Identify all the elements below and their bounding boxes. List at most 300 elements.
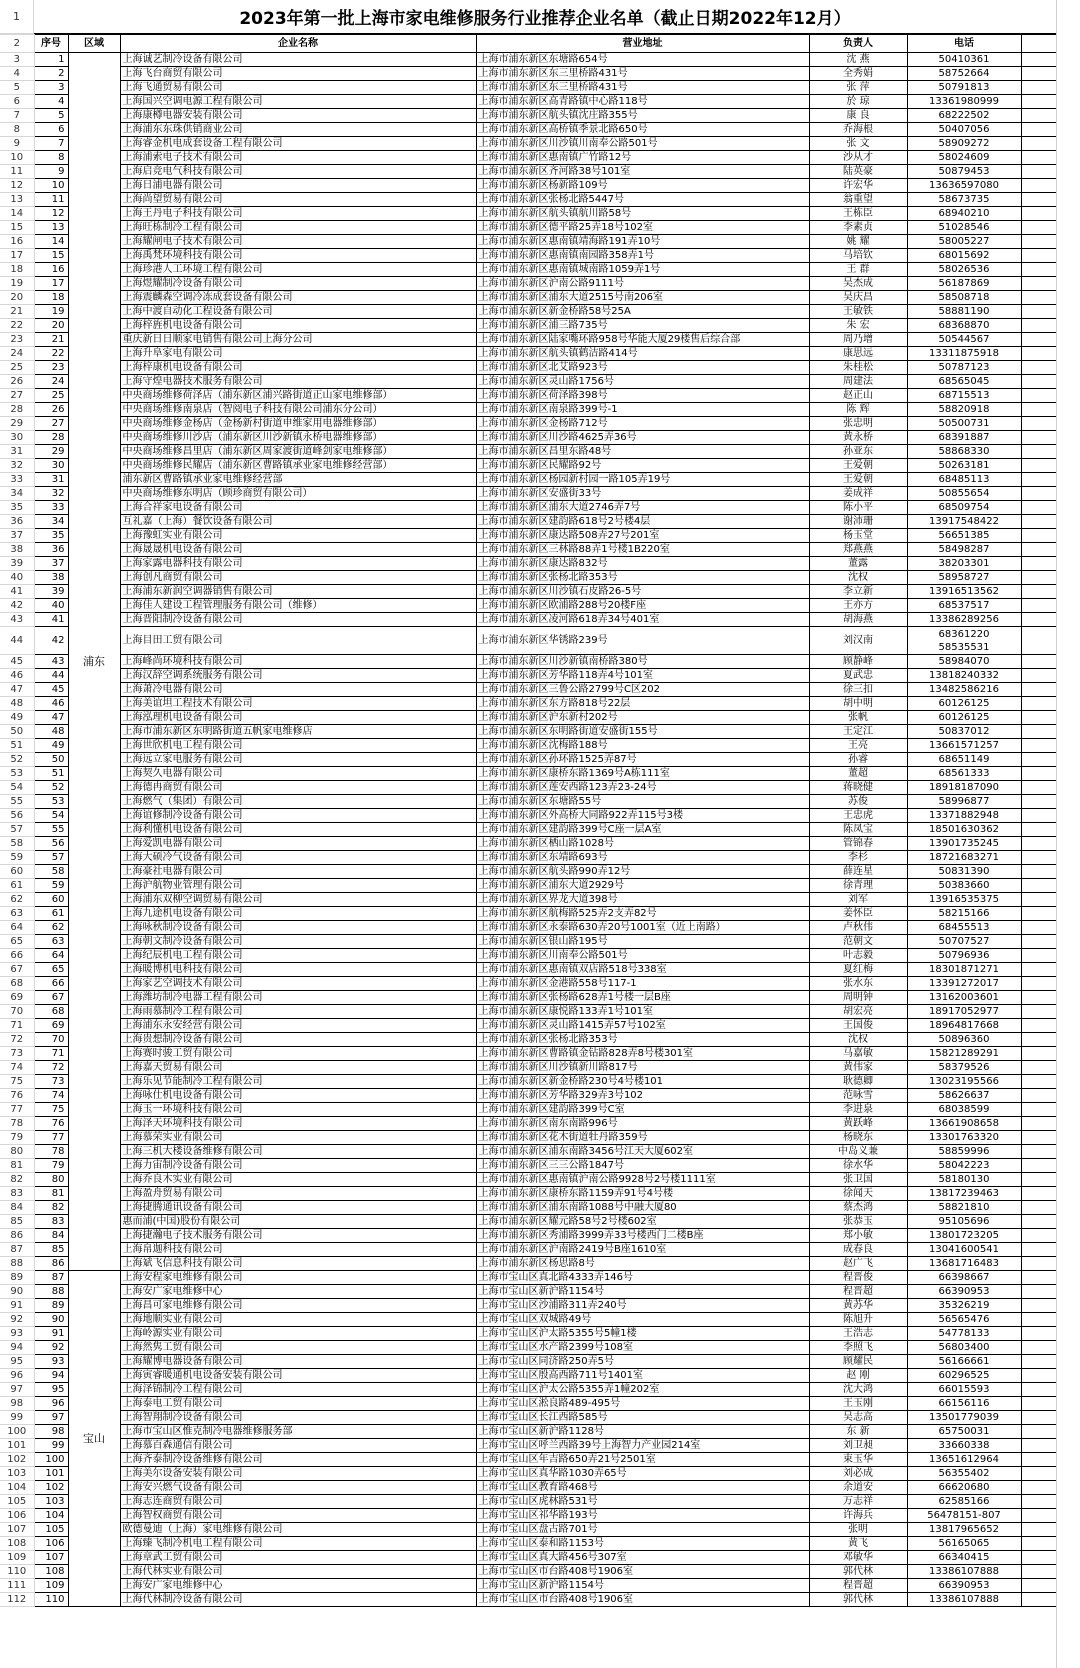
row-number[interactable]: 60 <box>0 865 34 879</box>
address-cell[interactable]: 上海市浦东新区康桥东路1159弄91号4号楼 <box>476 1187 809 1201</box>
address-cell[interactable]: 上海市浦东新区建韵路618号2号楼4层 <box>476 515 809 529</box>
phone-cell[interactable]: 50544567 <box>907 333 1021 347</box>
company-cell[interactable]: 上海飞通贸易有限公司 <box>120 81 476 95</box>
person-cell[interactable]: 范咏雪 <box>809 1089 907 1103</box>
seq-cell[interactable]: 45 <box>34 683 68 697</box>
person-cell[interactable]: 陈旭升 <box>809 1313 907 1327</box>
seq-cell[interactable]: 21 <box>34 333 68 347</box>
phone-cell[interactable]: 65750031 <box>907 1425 1021 1439</box>
company-cell[interactable]: 上海代林实业有限公司 <box>120 1565 476 1579</box>
seq-cell[interactable]: 33 <box>34 501 68 515</box>
phone-cell[interactable]: 56166661 <box>907 1355 1021 1369</box>
empty-cell[interactable] <box>1021 1551 1056 1565</box>
empty-cell[interactable] <box>1021 1187 1056 1201</box>
phone-cell[interactable]: 13391272017 <box>907 977 1021 991</box>
empty-cell[interactable] <box>1021 487 1056 501</box>
seq-cell[interactable]: 16 <box>34 263 68 277</box>
person-cell[interactable]: 沈 燕 <box>809 53 907 67</box>
empty-cell[interactable] <box>1021 655 1056 669</box>
person-cell[interactable]: 姜怀臣 <box>809 907 907 921</box>
address-cell[interactable]: 上海市浦东新区航梅路525弄2支弄82号 <box>476 907 809 921</box>
company-cell[interactable]: 上海家露电器科技有限公司 <box>120 557 476 571</box>
company-cell[interactable]: 重庆新日日顺家电销售有限公司上海分公司 <box>120 333 476 347</box>
address-cell[interactable]: 上海市浦东新区张杨北路5447号 <box>476 193 809 207</box>
row-number[interactable]: 89 <box>0 1271 34 1285</box>
person-cell[interactable]: 余道安 <box>809 1481 907 1495</box>
empty-cell[interactable] <box>1021 417 1056 431</box>
phone-cell[interactable]: 58024609 <box>907 151 1021 165</box>
person-cell[interactable]: 徐三扣 <box>809 683 907 697</box>
person-cell[interactable]: 成春良 <box>809 1243 907 1257</box>
address-cell[interactable]: 上海市浦东新区浦东南路3456号江天大厦602室 <box>476 1145 809 1159</box>
phone-cell[interactable]: 56803400 <box>907 1341 1021 1355</box>
address-cell[interactable]: 上海市浦东新区惠南镇靖海路191弄10号 <box>476 235 809 249</box>
address-cell[interactable]: 上海市宝山区市台路408号1906室 <box>476 1593 809 1607</box>
seq-cell[interactable]: 85 <box>34 1243 68 1257</box>
company-cell[interactable]: 上海志连商贸有限公司 <box>120 1495 476 1509</box>
company-cell[interactable]: 上海耀闸电子技术有限公司 <box>120 235 476 249</box>
company-cell[interactable]: 上海珍港人工环境工程有限公司 <box>120 263 476 277</box>
person-cell[interactable]: 王亮 <box>809 739 907 753</box>
company-cell[interactable]: 上海国兴空调电源工程有限公司 <box>120 95 476 109</box>
seq-cell[interactable]: 105 <box>34 1523 68 1537</box>
empty-cell[interactable] <box>1021 431 1056 445</box>
address-cell[interactable]: 上海市宝山区水产路2399号108室 <box>476 1341 809 1355</box>
empty-cell[interactable] <box>1021 35 1056 53</box>
seq-cell[interactable]: 63 <box>34 935 68 949</box>
row-number[interactable]: 3 <box>0 53 34 67</box>
seq-cell[interactable]: 78 <box>34 1145 68 1159</box>
row-number[interactable]: 61 <box>0 879 34 893</box>
person-cell[interactable]: 孙亚东 <box>809 445 907 459</box>
seq-cell[interactable]: 83 <box>34 1215 68 1229</box>
person-cell[interactable]: 胡中明 <box>809 697 907 711</box>
row-number[interactable]: 69 <box>0 991 34 1005</box>
company-cell[interactable]: 欧德曼迪（上海）家电维修有限公司 <box>120 1523 476 1537</box>
empty-cell[interactable] <box>1021 123 1056 137</box>
empty-cell[interactable] <box>1021 347 1056 361</box>
address-cell[interactable]: 上海市浦东新区沪南路2419号B座1610室 <box>476 1243 809 1257</box>
seq-cell[interactable]: 24 <box>34 375 68 389</box>
company-cell[interactable]: 上海远立家电服务有限公司 <box>120 753 476 767</box>
row-number[interactable]: 29 <box>0 417 34 431</box>
company-cell[interactable]: 上海沪航物业管理有限公司 <box>120 879 476 893</box>
phone-cell[interactable]: 50855654 <box>907 487 1021 501</box>
row-number[interactable]: 36 <box>0 515 34 529</box>
company-cell[interactable]: 上海泽锦制冷工程有限公司 <box>120 1383 476 1397</box>
empty-cell[interactable] <box>1021 193 1056 207</box>
empty-cell[interactable] <box>1021 893 1056 907</box>
row-number[interactable]: 100 <box>0 1425 34 1439</box>
phone-cell[interactable]: 68361220 58535531 <box>907 627 1021 655</box>
phone-cell[interactable]: 35326219 <box>907 1299 1021 1313</box>
phone-cell[interactable]: 18721683271 <box>907 851 1021 865</box>
empty-cell[interactable] <box>1021 221 1056 235</box>
company-cell[interactable]: 上海美谊坦工程技术有限公司 <box>120 697 476 711</box>
row-number[interactable]: 8 <box>0 123 34 137</box>
company-cell[interactable]: 上海寅睿暖通机电设备安装有限公司 <box>120 1369 476 1383</box>
seq-cell[interactable]: 58 <box>34 865 68 879</box>
empty-cell[interactable] <box>1021 1103 1056 1117</box>
company-cell[interactable]: 上海乔良木实业有限公司 <box>120 1173 476 1187</box>
phone-cell[interactable]: 13917548422 <box>907 515 1021 529</box>
address-cell[interactable]: 上海市浦东新区东明路街道安盛街155号 <box>476 725 809 739</box>
phone-cell[interactable]: 58859996 <box>907 1145 1021 1159</box>
address-cell[interactable]: 上海市浦东新区华锈路239号 <box>476 627 809 655</box>
company-cell[interactable]: 上海升阜家电有限公司 <box>120 347 476 361</box>
address-cell[interactable]: 上海市宝山区泰和路1153号 <box>476 1537 809 1551</box>
empty-cell[interactable] <box>1021 1173 1056 1187</box>
row-number[interactable]: 48 <box>0 697 34 711</box>
address-cell[interactable]: 上海市浦东新区东塘路55号 <box>476 795 809 809</box>
address-cell[interactable]: 上海市浦东新区康达路508弄27号201室 <box>476 529 809 543</box>
address-cell[interactable]: 上海市宝山区沪太路5355号5幢1楼 <box>476 1327 809 1341</box>
empty-cell[interactable] <box>1021 1341 1056 1355</box>
company-cell[interactable]: 上海世欣机电工程有限公司 <box>120 739 476 753</box>
row-number[interactable]: 22 <box>0 319 34 333</box>
region-cell[interactable]: 浦东 <box>68 53 120 1271</box>
person-cell[interactable]: 谢沛珊 <box>809 515 907 529</box>
seq-cell[interactable]: 49 <box>34 739 68 753</box>
header-phone[interactable]: 电话 <box>907 35 1021 53</box>
row-number[interactable]: 42 <box>0 599 34 613</box>
company-cell[interactable]: 上海贵想制冷设备有限公司 <box>120 1033 476 1047</box>
phone-cell[interactable]: 13386107888 <box>907 1593 1021 1607</box>
seq-cell[interactable]: 50 <box>34 753 68 767</box>
person-cell[interactable]: 程晋超 <box>809 1579 907 1593</box>
empty-cell[interactable] <box>1021 1145 1056 1159</box>
seq-cell[interactable]: 110 <box>34 1593 68 1607</box>
header-seq[interactable]: 序号 <box>34 35 68 53</box>
row-number[interactable]: 33 <box>0 473 34 487</box>
person-cell[interactable]: 蒋晓健 <box>809 781 907 795</box>
empty-cell[interactable] <box>1021 1565 1056 1579</box>
company-cell[interactable]: 上海捷瀚电子技术服务有限公司 <box>120 1229 476 1243</box>
person-cell[interactable]: 张恭玉 <box>809 1215 907 1229</box>
address-cell[interactable]: 上海市浦东新区川南奉公路501号 <box>476 949 809 963</box>
company-cell[interactable]: 上海尚望贸易有限公司 <box>120 193 476 207</box>
empty-cell[interactable] <box>1021 529 1056 543</box>
company-cell[interactable]: 上海泰电工贸有限公司 <box>120 1397 476 1411</box>
address-cell[interactable]: 上海市宝山区真华路1030弄65号 <box>476 1467 809 1481</box>
seq-cell[interactable]: 108 <box>34 1565 68 1579</box>
person-cell[interactable]: 李立新 <box>809 585 907 599</box>
company-cell[interactable]: 上海纪辰机电工程有限公司 <box>120 949 476 963</box>
row-number[interactable]: 25 <box>0 361 34 375</box>
empty-cell[interactable] <box>1021 543 1056 557</box>
empty-cell[interactable] <box>1021 935 1056 949</box>
address-cell[interactable]: 上海市浦东新区莲安西路123弄23-24号 <box>476 781 809 795</box>
row-number[interactable]: 16 <box>0 235 34 249</box>
empty-cell[interactable] <box>1021 907 1056 921</box>
address-cell[interactable]: 上海市浦东新区秀浦路3999弄33号楼西门二楼B座 <box>476 1229 809 1243</box>
phone-cell[interactable]: 50407056 <box>907 123 1021 137</box>
phone-cell[interactable]: 50500731 <box>907 417 1021 431</box>
row-number[interactable]: 107 <box>0 1523 34 1537</box>
address-cell[interactable]: 上海市浦东新区惠南镇双店路518号338室 <box>476 963 809 977</box>
address-cell[interactable]: 上海市宝山区教育路468号 <box>476 1481 809 1495</box>
empty-cell[interactable] <box>1021 151 1056 165</box>
person-cell[interactable]: 李进泉 <box>809 1103 907 1117</box>
empty-cell[interactable] <box>1021 263 1056 277</box>
seq-cell[interactable]: 32 <box>34 487 68 501</box>
address-cell[interactable]: 上海市浦东新区川沙路4625弄36号 <box>476 431 809 445</box>
company-cell[interactable]: 上海浦索电子技术有限公司 <box>120 151 476 165</box>
empty-cell[interactable] <box>1021 739 1056 753</box>
empty-cell[interactable] <box>1021 711 1056 725</box>
seq-cell[interactable]: 62 <box>34 921 68 935</box>
address-cell[interactable]: 上海市宝山区真大路456号307室 <box>476 1551 809 1565</box>
address-cell[interactable]: 上海市宝山区盘古路701号 <box>476 1523 809 1537</box>
company-cell[interactable]: 上海三机大楼设备维修有限公司 <box>120 1145 476 1159</box>
phone-cell[interactable]: 18918187090 <box>907 781 1021 795</box>
row-number[interactable]: 85 <box>0 1215 34 1229</box>
empty-cell[interactable] <box>1021 249 1056 263</box>
seq-cell[interactable]: 48 <box>34 725 68 739</box>
company-cell[interactable]: 上海咏秋制冷设备有限公司 <box>120 921 476 935</box>
empty-cell[interactable] <box>1021 1243 1056 1257</box>
address-cell[interactable]: 上海市浦东新区三鲁公路2799号C区202 <box>476 683 809 697</box>
phone-cell[interactable]: 13801723205 <box>907 1229 1021 1243</box>
seq-cell[interactable]: 52 <box>34 781 68 795</box>
person-cell[interactable]: 徐水华 <box>809 1159 907 1173</box>
address-cell[interactable]: 上海市浦东新区齐河路38号101室 <box>476 165 809 179</box>
company-cell[interactable]: 上海峰尚环境科技有限公司 <box>120 655 476 669</box>
address-cell[interactable]: 上海市浦东新区东三里桥路431号 <box>476 81 809 95</box>
row-number[interactable]: 82 <box>0 1173 34 1187</box>
empty-cell[interactable] <box>1021 445 1056 459</box>
person-cell[interactable]: 陈 辉 <box>809 403 907 417</box>
person-cell[interactable]: 刘汉南 <box>809 627 907 655</box>
person-cell[interactable]: 陈凤宝 <box>809 823 907 837</box>
phone-cell[interactable]: 58042223 <box>907 1159 1021 1173</box>
company-cell[interactable]: 上海齐泰制冷设备维修有限公司 <box>120 1453 476 1467</box>
seq-cell[interactable]: 38 <box>34 571 68 585</box>
address-cell[interactable]: 上海市宝山区市台路408号1906室 <box>476 1565 809 1579</box>
person-cell[interactable]: 董露 <box>809 557 907 571</box>
phone-cell[interactable]: 50791813 <box>907 81 1021 95</box>
seq-cell[interactable]: 59 <box>34 879 68 893</box>
phone-cell[interactable]: 56478151-807 <box>907 1509 1021 1523</box>
company-cell[interactable]: 上海晋阳制冷设备有限公司 <box>120 613 476 627</box>
empty-cell[interactable] <box>1021 1467 1056 1481</box>
row-number[interactable]: 77 <box>0 1103 34 1117</box>
person-cell[interactable]: 许宏华 <box>809 179 907 193</box>
phone-cell[interactable]: 13817965652 <box>907 1523 1021 1537</box>
empty-cell[interactable] <box>1021 109 1056 123</box>
phone-cell[interactable]: 15821289291 <box>907 1047 1021 1061</box>
person-cell[interactable]: 黄伟家 <box>809 1061 907 1075</box>
seq-cell[interactable]: 41 <box>34 613 68 627</box>
seq-cell[interactable]: 107 <box>34 1551 68 1565</box>
phone-cell[interactable]: 66156116 <box>907 1397 1021 1411</box>
row-number[interactable]: 79 <box>0 1131 34 1145</box>
seq-cell[interactable]: 13 <box>34 221 68 235</box>
person-cell[interactable]: 许海兵 <box>809 1509 907 1523</box>
address-cell[interactable]: 上海市宝山区长江西路585号 <box>476 1411 809 1425</box>
address-cell[interactable]: 上海市浦东新区高桥镇季景北路650号 <box>476 123 809 137</box>
phone-cell[interactable]: 68537517 <box>907 599 1021 613</box>
empty-cell[interactable] <box>1021 1523 1056 1537</box>
person-cell[interactable]: 姜成祥 <box>809 487 907 501</box>
empty-cell[interactable] <box>1021 1215 1056 1229</box>
empty-cell[interactable] <box>1021 459 1056 473</box>
address-cell[interactable]: 上海市宝山区同济路250弄5号 <box>476 1355 809 1369</box>
row-number[interactable]: 43 <box>0 613 34 627</box>
row-number[interactable]: 73 <box>0 1047 34 1061</box>
empty-cell[interactable] <box>1021 865 1056 879</box>
phone-cell[interactable]: 13636597080 <box>907 179 1021 193</box>
empty-cell[interactable] <box>1021 473 1056 487</box>
phone-cell[interactable]: 18501630362 <box>907 823 1021 837</box>
row-number[interactable]: 111 <box>0 1579 34 1593</box>
phone-cell[interactable]: 50707527 <box>907 935 1021 949</box>
company-cell[interactable]: 上海康樽电器安装有限公司 <box>120 109 476 123</box>
person-cell[interactable]: 叶志毅 <box>809 949 907 963</box>
address-cell[interactable]: 上海市宝山区新沪路1154号 <box>476 1579 809 1593</box>
company-cell[interactable]: 上海合祥家电设备有限公司 <box>120 501 476 515</box>
empty-cell[interactable] <box>1021 823 1056 837</box>
phone-cell[interactable]: 58508718 <box>907 291 1021 305</box>
address-cell[interactable]: 上海市浦东新区曹路镇金钻路828弄8号楼301室 <box>476 1047 809 1061</box>
empty-cell[interactable] <box>1021 403 1056 417</box>
empty-cell[interactable] <box>1021 991 1056 1005</box>
seq-cell[interactable]: 29 <box>34 445 68 459</box>
phone-cell[interactable]: 13311875918 <box>907 347 1021 361</box>
person-cell[interactable]: 董超 <box>809 767 907 781</box>
empty-cell[interactable] <box>1021 515 1056 529</box>
seq-cell[interactable]: 57 <box>34 851 68 865</box>
seq-cell[interactable]: 61 <box>34 907 68 921</box>
phone-cell[interactable]: 13661571257 <box>907 739 1021 753</box>
row-number[interactable]: 90 <box>0 1285 34 1299</box>
person-cell[interactable]: 吴庆昌 <box>809 291 907 305</box>
phone-cell[interactable]: 68485113 <box>907 473 1021 487</box>
seq-cell[interactable]: 20 <box>34 319 68 333</box>
empty-cell[interactable] <box>1021 1257 1056 1271</box>
seq-cell[interactable]: 64 <box>34 949 68 963</box>
empty-cell[interactable] <box>1021 1019 1056 1033</box>
row-number[interactable]: 57 <box>0 823 34 837</box>
phone-cell[interactable]: 50410361 <box>907 53 1021 67</box>
phone-cell[interactable]: 58984070 <box>907 655 1021 669</box>
phone-cell[interactable]: 68715513 <box>907 389 1021 403</box>
person-cell[interactable]: 郭代林 <box>809 1565 907 1579</box>
company-cell[interactable]: 中央商场维修南泉店（智阅电子科技有限公司浦东分公司） <box>120 403 476 417</box>
row-number[interactable]: 46 <box>0 669 34 683</box>
address-cell[interactable]: 上海市浦东新区浦东大道2746弄7号 <box>476 501 809 515</box>
phone-cell[interactable]: 50896360 <box>907 1033 1021 1047</box>
seq-cell[interactable]: 79 <box>34 1159 68 1173</box>
person-cell[interactable]: 胡宏亮 <box>809 1005 907 1019</box>
address-cell[interactable]: 上海市浦东新区灵山路1756号 <box>476 375 809 389</box>
person-cell[interactable]: 张卫国 <box>809 1173 907 1187</box>
empty-cell[interactable] <box>1021 1537 1056 1551</box>
empty-cell[interactable] <box>1021 851 1056 865</box>
phone-cell[interactable]: 33660338 <box>907 1439 1021 1453</box>
empty-cell[interactable] <box>1021 879 1056 893</box>
row-number[interactable]: 9 <box>0 137 34 151</box>
company-cell[interactable]: 上海豪社电器有限公司 <box>120 865 476 879</box>
row-number[interactable]: 24 <box>0 347 34 361</box>
address-cell[interactable]: 上海市浦东新区川沙镇川南奉公路501号 <box>476 137 809 151</box>
person-cell[interactable]: 王亦方 <box>809 599 907 613</box>
person-cell[interactable]: 张 文 <box>809 137 907 151</box>
company-cell[interactable]: 上海章武工贸有限公司 <box>120 1551 476 1565</box>
address-cell[interactable]: 上海市宝山区殷高西路711号1401室 <box>476 1369 809 1383</box>
seq-cell[interactable]: 104 <box>34 1509 68 1523</box>
company-cell[interactable]: 上海咏仕机电设备有限公司 <box>120 1089 476 1103</box>
address-cell[interactable]: 上海市浦东新区沈梅路188号 <box>476 739 809 753</box>
person-cell[interactable]: 刘卫昶 <box>809 1439 907 1453</box>
address-cell[interactable]: 上海市浦东新区沪南公路9111号 <box>476 277 809 291</box>
phone-cell[interactable]: 68015692 <box>907 249 1021 263</box>
empty-cell[interactable] <box>1021 375 1056 389</box>
company-cell[interactable]: 中央商场维修荷泽店（浦东新区浦兴路街道正山家电维修部） <box>120 389 476 403</box>
row-number[interactable]: 63 <box>0 907 34 921</box>
person-cell[interactable]: 张帆 <box>809 711 907 725</box>
company-cell[interactable]: 上海萧冷电器有限公司 <box>120 683 476 697</box>
address-cell[interactable]: 上海市浦东新区康桥东路1369号A栋111室 <box>476 767 809 781</box>
address-cell[interactable]: 上海市浦东新区建韵路399号C座一层A室 <box>476 823 809 837</box>
empty-cell[interactable] <box>1021 1593 1056 1607</box>
row-number[interactable]: 59 <box>0 851 34 865</box>
empty-cell[interactable] <box>1021 571 1056 585</box>
empty-cell[interactable] <box>1021 81 1056 95</box>
company-cell[interactable]: 上海雨慕制冷工程有限公司 <box>120 1005 476 1019</box>
seq-cell[interactable]: 106 <box>34 1537 68 1551</box>
row-number[interactable]: 14 <box>0 207 34 221</box>
empty-cell[interactable] <box>1021 207 1056 221</box>
empty-cell[interactable] <box>1021 753 1056 767</box>
address-cell[interactable]: 上海市浦东新区栖山路1028号 <box>476 837 809 851</box>
phone-cell[interactable]: 68455513 <box>907 921 1021 935</box>
seq-cell[interactable]: 88 <box>34 1285 68 1299</box>
row-number[interactable]: 37 <box>0 529 34 543</box>
company-cell[interactable]: 上海臻飞制冷机电工程有限公司 <box>120 1537 476 1551</box>
company-cell[interactable]: 上海震麟森空调冷冻成套设备有限公司 <box>120 291 476 305</box>
empty-cell[interactable] <box>1021 1299 1056 1313</box>
address-cell[interactable]: 上海市浦东新区高青路镇中心路118号 <box>476 95 809 109</box>
person-cell[interactable]: 刘军 <box>809 893 907 907</box>
company-cell[interactable]: 上海然隽工贸有限公司 <box>120 1341 476 1355</box>
row-number[interactable]: 26 <box>0 375 34 389</box>
person-cell[interactable]: 顾耀民 <box>809 1355 907 1369</box>
person-cell[interactable]: 赵 刚 <box>809 1369 907 1383</box>
seq-cell[interactable]: 36 <box>34 543 68 557</box>
phone-cell[interactable]: 13916513562 <box>907 585 1021 599</box>
company-cell[interactable]: 上海契久电器有限公司 <box>120 767 476 781</box>
phone-cell[interactable]: 50879453 <box>907 165 1021 179</box>
address-cell[interactable]: 上海市宝山区虎林路531号 <box>476 1495 809 1509</box>
row-number[interactable]: 80 <box>0 1145 34 1159</box>
seq-cell[interactable]: 77 <box>34 1131 68 1145</box>
row-number[interactable]: 72 <box>0 1033 34 1047</box>
company-cell[interactable]: 上海慕百森通信有限公司 <box>120 1439 476 1453</box>
address-cell[interactable]: 上海市浦东新区浦东南路1088号中融大厦80 <box>476 1201 809 1215</box>
phone-cell[interactable]: 66390953 <box>907 1579 1021 1593</box>
address-cell[interactable]: 上海市浦东新区川沙镇新川路817号 <box>476 1061 809 1075</box>
row-number[interactable]: 47 <box>0 683 34 697</box>
empty-cell[interactable] <box>1021 1005 1056 1019</box>
person-cell[interactable]: 黄飞 <box>809 1537 907 1551</box>
seq-cell[interactable]: 18 <box>34 291 68 305</box>
seq-cell[interactable]: 71 <box>34 1047 68 1061</box>
company-cell[interactable]: 上海旺栋制冷工程有限公司 <box>120 221 476 235</box>
phone-cell[interactable]: 56165065 <box>907 1537 1021 1551</box>
address-cell[interactable]: 上海市宝山区祁华路193号 <box>476 1509 809 1523</box>
company-cell[interactable]: 上海帛迦科技有限公司 <box>120 1243 476 1257</box>
